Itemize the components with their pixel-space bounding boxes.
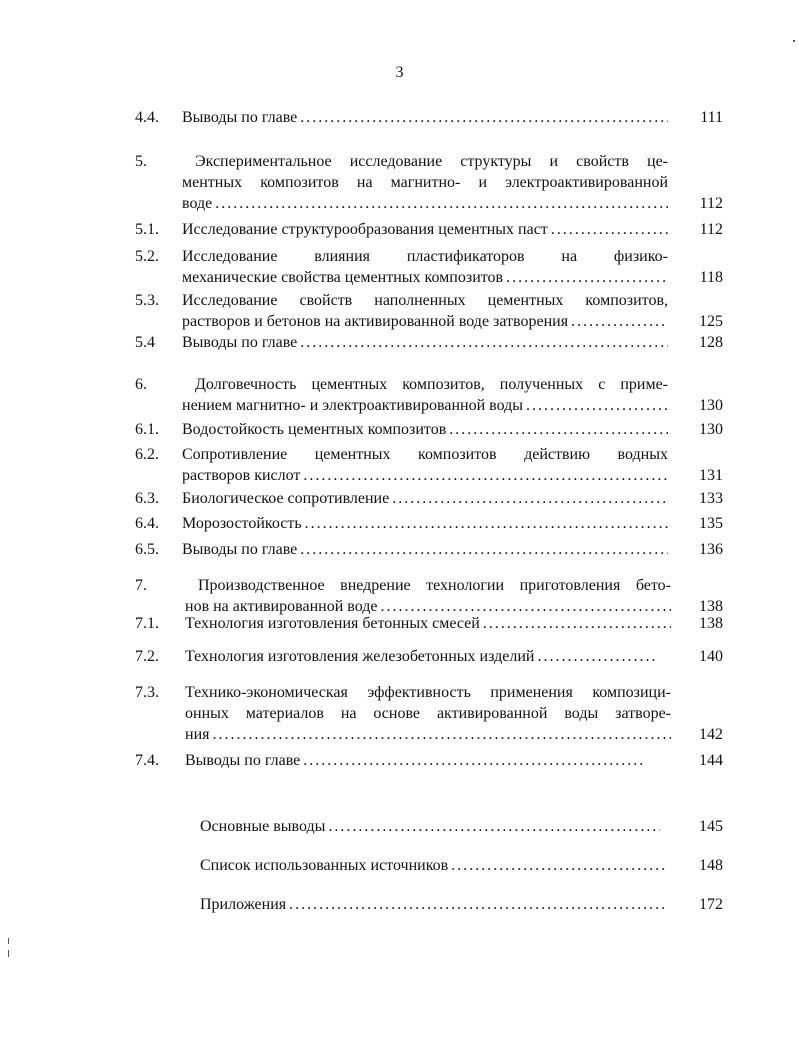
page-reference: 130 bbox=[699, 397, 723, 414]
page-reference: 148 bbox=[699, 857, 723, 874]
section-title-line: механические свойства цементных композитов . . . bbox=[182, 269, 668, 287]
section-title-line: Сопротивление цементных композитов действию водных bbox=[182, 446, 668, 463]
section-title-line: Выводы по главе . . . bbox=[182, 334, 668, 352]
section-title-line: Технология изготовления железобетонных изделий . . . bbox=[185, 648, 655, 666]
section-number: 6.1. bbox=[135, 421, 159, 438]
scan-mark bbox=[793, 40, 795, 42]
page-reference: 112 bbox=[699, 221, 723, 238]
section-number: 7.4. bbox=[135, 752, 159, 769]
section-title-line: Выводы по главе . . . bbox=[182, 541, 668, 559]
page-number: 3 bbox=[395, 64, 404, 81]
section-title-line: Экспериментальное исследование структуры и свойств це- bbox=[195, 153, 668, 170]
page-reference: 142 bbox=[699, 726, 723, 743]
page-reference: 128 bbox=[699, 334, 723, 351]
section-number: 7.2. bbox=[135, 648, 159, 665]
section-number: 5.3. bbox=[135, 292, 159, 309]
section-title-line: Технико-экономическая эффективность применения композици- bbox=[185, 684, 671, 701]
section-title-line: Основные выводы . . . bbox=[200, 818, 660, 836]
section-title-line: Морозостойкость . . . bbox=[182, 515, 668, 533]
section-title-line: нов на активированной воде . . . bbox=[185, 598, 671, 616]
section-title-line: Приложения . . . bbox=[200, 896, 668, 914]
section-title-line: Биологическое сопротивление . . . bbox=[182, 490, 668, 508]
scan-mark bbox=[8, 938, 9, 944]
page-reference: 118 bbox=[699, 269, 723, 286]
page-reference: 140 bbox=[699, 648, 723, 665]
section-title-line: ментных композитов на магнитно- и электроактивированной bbox=[182, 174, 668, 191]
section-number: 6.4. bbox=[135, 515, 159, 532]
section-title-line: Водостойкость цементных композитов . . . bbox=[182, 421, 668, 439]
section-title-line: растворов кислот . . . bbox=[182, 467, 668, 485]
section-title-line: Выводы по главе . . . bbox=[182, 109, 668, 127]
section-number: 5. bbox=[135, 153, 147, 170]
scan-mark bbox=[8, 950, 9, 957]
page-reference: 111 bbox=[700, 109, 723, 126]
page-reference: 112 bbox=[699, 195, 723, 212]
section-title-line: растворов и бетонов на активированной воде затворения . . . bbox=[182, 313, 668, 331]
section-title-line: Исследование свойств наполненных цементных композитов, bbox=[182, 292, 668, 309]
section-title-line: воде . . . bbox=[182, 195, 668, 213]
section-title-line: Выводы по главе . . . bbox=[185, 752, 645, 770]
section-title-line: онных материалов на основе активированной воды затворе- bbox=[185, 705, 671, 722]
section-number: 4.4. bbox=[135, 109, 159, 126]
section-title-line: Производственное внедрение технологии приготовления бето- bbox=[198, 577, 671, 594]
page-reference: 125 bbox=[699, 313, 723, 330]
page-reference: 133 bbox=[699, 490, 723, 507]
section-number: 5.1. bbox=[135, 221, 159, 238]
page-reference: 144 bbox=[699, 752, 723, 769]
section-title-line: нением магнитно- и электроактивированной воды . . . bbox=[182, 397, 668, 415]
section-number: 6. bbox=[135, 376, 147, 393]
section-number: 6.3. bbox=[135, 490, 159, 507]
section-number: 5.4 bbox=[135, 334, 155, 351]
page-reference: 145 bbox=[699, 818, 723, 835]
page-reference: 131 bbox=[699, 467, 723, 484]
section-number: 6.5. bbox=[135, 541, 159, 558]
section-number: 7. bbox=[135, 577, 147, 594]
page-reference: 172 bbox=[699, 896, 723, 913]
section-number: 7.1. bbox=[135, 615, 159, 632]
page-reference: 136 bbox=[699, 541, 723, 558]
page-reference: 138 bbox=[699, 615, 723, 632]
page-reference: 130 bbox=[699, 421, 723, 438]
page-reference: 135 bbox=[699, 515, 723, 532]
section-title-line: Исследование влияния пластификаторов на физико- bbox=[182, 248, 668, 265]
section-title-line: Долговечность цементных композитов, полученных с приме- bbox=[195, 376, 668, 393]
section-number: 5.2. bbox=[135, 248, 159, 265]
section-title-line: Список использованных источников . . . bbox=[200, 857, 668, 875]
page-reference: 138 bbox=[699, 598, 723, 615]
section-title-line: ния . . . bbox=[185, 726, 671, 744]
section-number: 7.3. bbox=[135, 684, 159, 701]
section-number: 6.2. bbox=[135, 446, 159, 463]
section-title-line: Технология изготовления бетонных смесей . . . bbox=[185, 615, 671, 633]
section-title-line: Исследование структурообразования цементных паст . . . bbox=[182, 221, 668, 239]
